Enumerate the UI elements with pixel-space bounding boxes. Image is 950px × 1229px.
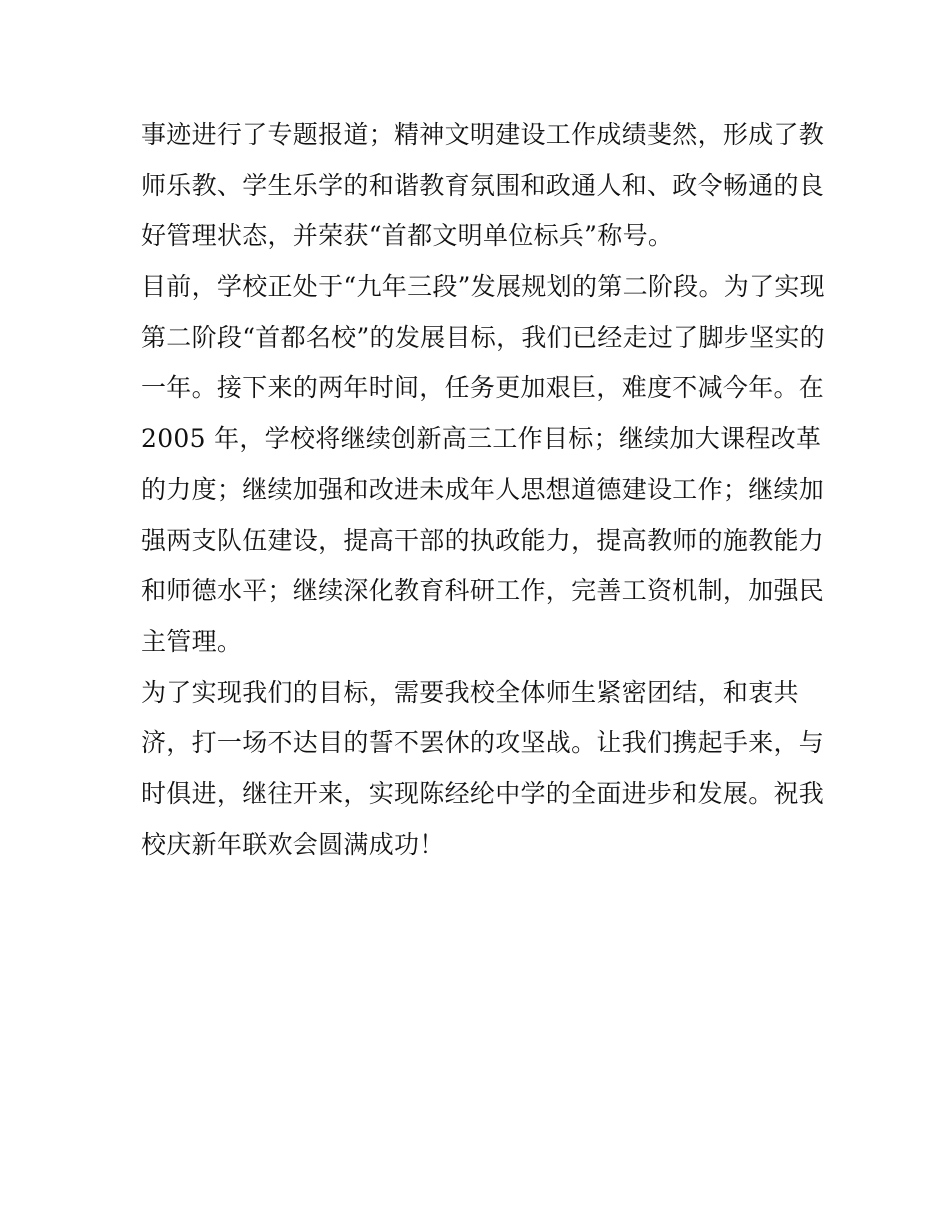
text-line: 济，打一场不达目的誓不罢休的攻坚战。让我们携起手来，与: [141, 728, 825, 758]
text-line: 主管理。: [141, 626, 243, 656]
text-line: 强两支队伍建设，提高干部的执政能力，提高教师的施教能力: [141, 525, 825, 555]
document-body: [141, 110, 825, 870]
text-line: 2005 年，学校将继续创新高三工作目标；继续加大课程改革: [141, 424, 822, 454]
text-line: 目前，学校正处于“九年三段”发展规划的第二阶段。为了实现: [141, 272, 825, 302]
text-line: 时俱进，继往开来，实现陈经纶中学的全面进步和发展。祝我: [141, 778, 825, 808]
text-line: 为了实现我们的目标，需要我校全体师生紧密团结，和衷共: [141, 677, 799, 707]
text-line: 和师德水平；继续深化教育科研工作，完善工资机制，加强民: [141, 576, 825, 606]
text-line: 第二阶段“首都名校”的发展目标，我们已经走过了脚步坚实的: [141, 322, 825, 352]
text-line: 的力度；继续加强和改进未成年人思想道德建设工作；继续加: [141, 474, 825, 504]
text-line: 好管理状态，并荣获“首都文明单位标兵”称号。: [141, 221, 674, 251]
text-line: 事迹进行了专题报道；精神文明建设工作成绩斐然，形成了教: [141, 120, 825, 149]
text-line: 校庆新年联欢会圆满成功！: [141, 829, 445, 859]
text-line: 师乐教、学生乐学的和谐教育氛围和政通人和、政令畅通的良: [141, 170, 825, 200]
text-line: 一年。接下来的两年时间，任务更加艰巨，难度不减今年。在: [141, 373, 825, 403]
